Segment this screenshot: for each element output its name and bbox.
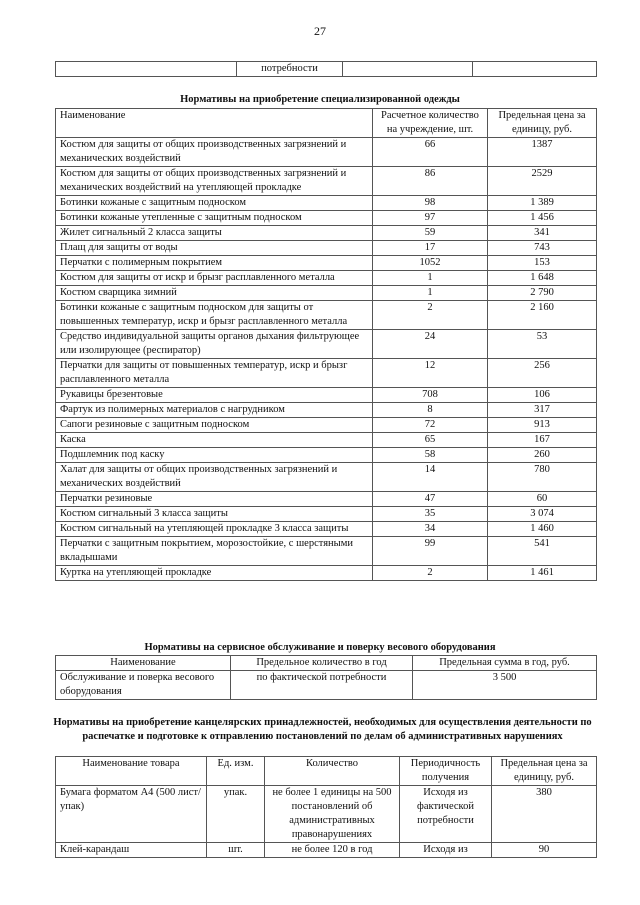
- table-row: [56, 492, 597, 507]
- table-cell-quantity: 1: [373, 271, 488, 286]
- table-cell-name: Костюм сварщика зимний: [56, 286, 373, 301]
- table-cell-name: Рукавицы брезентовые: [56, 388, 373, 403]
- table-cell-name: Перчатки с защитным покрытием, морозостойкие, с шерстяными вкладышами: [56, 537, 373, 566]
- table-cell-frequency: Исходя из: [400, 843, 492, 858]
- table-cell-price: 106: [488, 388, 597, 403]
- stationery-table-title: Нормативы на приобретение канцелярских принадлежностей, необходимых для осуществления деятельности по распечатке и подготовке к отправлению постановлений по делам об административных нарушениях: [53, 717, 592, 742]
- scales-table: [55, 655, 597, 700]
- table-cell: потребности: [237, 62, 343, 77]
- table-cell-sum: 3 500: [413, 671, 597, 700]
- table-header-row: [56, 656, 597, 671]
- column-header-unit: Ед. изм.: [207, 757, 265, 786]
- table-row: [56, 138, 597, 167]
- table-cell-name: Ботинки кожаные с защитным подноском для защиты от повышенных температур, искр и брызг расплавленного металла: [56, 301, 373, 330]
- column-header-frequency: Периодичность получения: [400, 757, 492, 786]
- table-cell-quantity: 17: [373, 241, 488, 256]
- column-header-price: Предельная цена за единицу, руб.: [492, 757, 597, 786]
- table-row: [56, 211, 597, 226]
- table-cell-price: 317: [488, 403, 597, 418]
- table-cell-quantity: 66: [373, 138, 488, 167]
- table-row: [56, 388, 597, 403]
- table-cell-quantity: не более 120 в год: [265, 843, 400, 858]
- table-header-row: [56, 109, 597, 138]
- page-number: 27: [314, 24, 326, 38]
- table-row: [56, 359, 597, 388]
- table-cell-price: 153: [488, 256, 597, 271]
- table-row: [56, 286, 597, 301]
- table-row: [56, 196, 597, 211]
- table-row: [56, 843, 597, 858]
- table-cell-unit: шт.: [207, 843, 265, 858]
- table-cell-quantity: 24: [373, 330, 488, 359]
- table-cell-quantity: 1: [373, 286, 488, 301]
- table-row: [56, 330, 597, 359]
- prev-table-fragment: [55, 61, 597, 77]
- table-cell-item: Клей-карандаш: [56, 843, 207, 858]
- table-cell-name: Жилет сигнальный 2 класса защиты: [56, 226, 373, 241]
- table-row: [56, 537, 597, 566]
- table-row: [56, 256, 597, 271]
- table-cell-name: Обслуживание и поверка весового оборудования: [56, 671, 231, 700]
- scales-table-title: Нормативы на сервисное обслуживание и поверку весового оборудования: [144, 642, 496, 653]
- table-cell-price: 60: [488, 492, 597, 507]
- table-cell-quantity: 86: [373, 167, 488, 196]
- table-cell-quantity: 2: [373, 566, 488, 581]
- column-header-price: Предельная цена за единицу, руб.: [488, 109, 597, 138]
- clothing-table: [55, 108, 597, 581]
- table-cell-price: 1387: [488, 138, 597, 167]
- table-cell-price: 1 460: [488, 522, 597, 537]
- table-cell-quantity: 35: [373, 507, 488, 522]
- table-row: [56, 226, 597, 241]
- column-header-item: Наименование товара: [56, 757, 207, 786]
- table-cell-quantity: 12: [373, 359, 488, 388]
- table-row: [56, 463, 597, 492]
- column-header-annual-sum: Предельная сумма в год, руб.: [413, 656, 597, 671]
- table-cell-name: Перчатки для защиты от повышенных температур, искр и брызг расплавленного металла: [56, 359, 373, 388]
- table-cell-quantity: 1052: [373, 256, 488, 271]
- table-cell-quantity: 14: [373, 463, 488, 492]
- table-cell-price: 1 461: [488, 566, 597, 581]
- table-cell-name: Костюм для защиты от общих производственных загрязнений и механических воздействий: [56, 138, 373, 167]
- table-row: [56, 786, 597, 843]
- table-cell-name: Ботинки кожаные с защитным подноском: [56, 196, 373, 211]
- table-row: [56, 522, 597, 537]
- table-cell-unit: упак.: [207, 786, 265, 843]
- table-cell-name: Костюм сигнальный на утепляющей прокладке 3 класса защиты: [56, 522, 373, 537]
- table-cell-name: Костюм сигнальный 3 класса защиты: [56, 507, 373, 522]
- table-cell-price: 2 790: [488, 286, 597, 301]
- table-cell-name: Каска: [56, 433, 373, 448]
- table-cell-name: Халат для защиты от общих производственных загрязнений и механических воздействий: [56, 463, 373, 492]
- table-cell-price: 90: [492, 843, 597, 858]
- table-cell-quantity: 98: [373, 196, 488, 211]
- table-cell-price: 53: [488, 330, 597, 359]
- table-cell-price: 743: [488, 241, 597, 256]
- column-header-name: Наименование: [56, 656, 231, 671]
- table-cell-price: 341: [488, 226, 597, 241]
- table-cell-price: 2529: [488, 167, 597, 196]
- table-cell-price: 1 456: [488, 211, 597, 226]
- table-cell-name: Перчатки резиновые: [56, 492, 373, 507]
- table-cell-quantity: 8: [373, 403, 488, 418]
- table-cell-quantity: 708: [373, 388, 488, 403]
- table-cell-price: 1 648: [488, 271, 597, 286]
- table-cell-quantity: 34: [373, 522, 488, 537]
- table-cell: [343, 62, 473, 77]
- table-cell-name: Фартук из полимерных материалов с нагрудником: [56, 403, 373, 418]
- table-cell-item: Бумага форматом А4 (500 лист/упак): [56, 786, 207, 843]
- table-row: [56, 271, 597, 286]
- table-cell-frequency: Исходя из фактической потребности: [400, 786, 492, 843]
- table-row: [56, 566, 597, 581]
- table-cell-name: Ботинки кожаные утепленные с защитным подноском: [56, 211, 373, 226]
- table-cell-price: 1 389: [488, 196, 597, 211]
- table-cell-quantity: 72: [373, 418, 488, 433]
- table-cell-price: 256: [488, 359, 597, 388]
- table-cell-quantity: 59: [373, 226, 488, 241]
- table-row: [56, 507, 597, 522]
- table-cell-quantity: не более 1 единицы на 500 постановлений об административных правонарушениях: [265, 786, 400, 843]
- table-cell-name: Плащ для защиты от воды: [56, 241, 373, 256]
- column-header-quantity: Количество: [265, 757, 400, 786]
- table-cell-price: 167: [488, 433, 597, 448]
- table-cell-quantity: 99: [373, 537, 488, 566]
- column-header-annual-quantity: Предельное количество в год: [231, 656, 413, 671]
- table-cell-name: Куртка на утепляющей прокладке: [56, 566, 373, 581]
- table-cell-quantity: 58: [373, 448, 488, 463]
- table-row: [56, 301, 597, 330]
- table-cell-price: 913: [488, 418, 597, 433]
- table-row: [56, 418, 597, 433]
- table-cell-price: 541: [488, 537, 597, 566]
- table-cell: [56, 62, 237, 77]
- table-row: [56, 167, 597, 196]
- table-row: [56, 433, 597, 448]
- table-cell-name: Костюм для защиты от искр и брызг расплавленного металла: [56, 271, 373, 286]
- table-row: [56, 241, 597, 256]
- table-cell-price: 780: [488, 463, 597, 492]
- clothing-table-title: Нормативы на приобретение специализированной одежды: [180, 94, 460, 105]
- table-cell-name: Сапоги резиновые с защитным подноском: [56, 418, 373, 433]
- column-header-quantity: Расчетное количество на учреждение, шт.: [373, 109, 488, 138]
- table-cell-price: 260: [488, 448, 597, 463]
- table-row: [56, 671, 597, 700]
- table-cell-price: 2 160: [488, 301, 597, 330]
- table-cell-name: Средство индивидуальной защиты органов дыхания фильтрующее или изолирующее (респиратор): [56, 330, 373, 359]
- table-header-row: [56, 757, 597, 786]
- table-cell-name: Перчатки с полимерным покрытием: [56, 256, 373, 271]
- table-row: [56, 403, 597, 418]
- table-cell: [473, 62, 597, 77]
- table-cell-price: 380: [492, 786, 597, 843]
- table-cell-quantity: 2: [373, 301, 488, 330]
- table-cell-quantity: 65: [373, 433, 488, 448]
- table-cell-name: Подшлемник под каску: [56, 448, 373, 463]
- column-header-name: Наименование: [56, 109, 373, 138]
- table-cell-quantity: 47: [373, 492, 488, 507]
- table-cell-price: 3 074: [488, 507, 597, 522]
- table-cell-quantity: 97: [373, 211, 488, 226]
- table-cell-name: Костюм для защиты от общих производственных загрязнений и механических воздействий на утепляющей прокладке: [56, 167, 373, 196]
- stationery-table: [55, 756, 597, 858]
- table-cell-quantity: по фактической потребности: [231, 671, 413, 700]
- table-row: [56, 448, 597, 463]
